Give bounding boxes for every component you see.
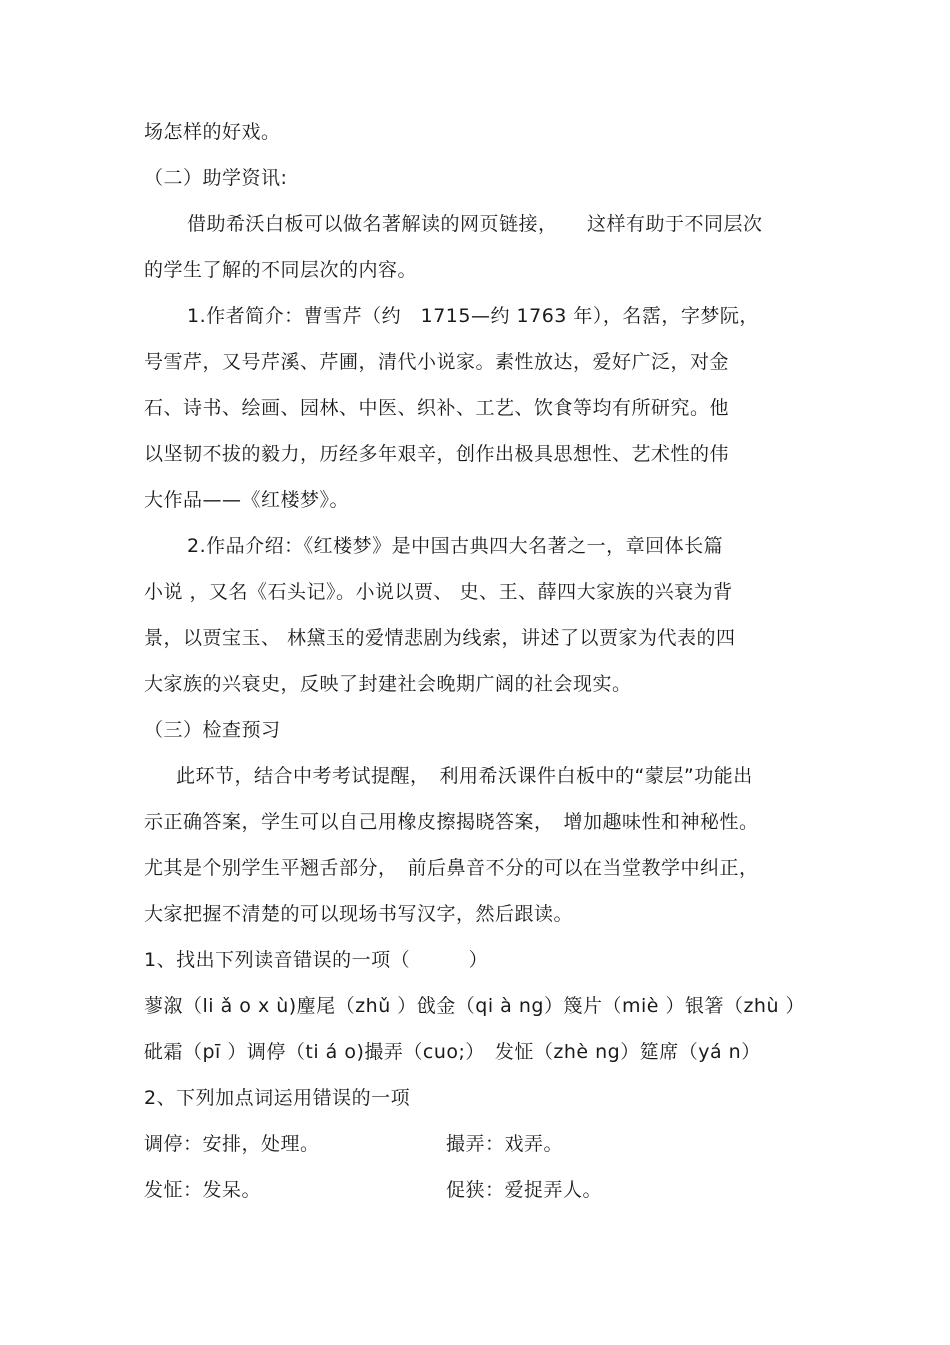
pinyin-line: 砒霜（pī ）调停（ti á o)撮弄（cuo;） 发怔（zhè ng）筵席（yá n） xyxy=(144,1041,761,1063)
text-line: 景，以贾宝玉、 林黛玉的爱情悲剧为线索，讲述了以贾家为代表的四 xyxy=(144,627,736,649)
pinyin-line: 蓼溆（li ǎ o x ù)麈尾（zhǔ ）戗金（qi à ng）篾片（miè ）银箸（zhù ） xyxy=(144,995,806,1017)
text-line: 借助希沃白板可以做名著解读的网页链接， 这样有助于不同层次 xyxy=(187,213,763,235)
option-right: 促狭：爱捉弄人。 xyxy=(446,1179,603,1201)
option-right: 撮弄：戏弄。 xyxy=(446,1133,564,1155)
text-line: 2.作品介绍：《红楼梦》是中国古典四大名著之一，章回体长篇 xyxy=(187,535,724,557)
text-line: 1.作者简介：曹雪芹（约 1715—约 1763 年），名霑，字梦阮， xyxy=(187,305,759,327)
text-line: 号雪芹，又号芹溪、芹圃，清代小说家。素性放达，爱好广泛，对金 xyxy=(144,351,730,373)
text-line: 小说 ，又名《石头记》。小说以贾、 史、王、薛四大家族的兴衰为背 xyxy=(144,581,733,603)
option-left: 调停：安排，处理。 xyxy=(144,1133,320,1155)
text-line: 尤其是个别学生平翘舌部分， 前后鼻音不分的可以在当堂教学中纠正， xyxy=(144,857,759,879)
section-heading: （三）检查预习 xyxy=(144,719,281,741)
text-line: 大家把握不清楚的可以现场书写汉字，然后跟读。 xyxy=(144,903,574,925)
text-line: 示正确答案，学生可以自己用橡皮擦揭晓答案， 增加趣味性和神秘性。 xyxy=(144,811,759,833)
section-heading: （二）助学资讯: xyxy=(144,167,288,189)
text-line: 此环节，结合中考考试提醒， 利用希沃课件白板中的“蒙层”功能出 xyxy=(176,765,753,787)
option-left: 发怔：发呆。 xyxy=(144,1179,262,1201)
text-line: 场怎样的好戏。 xyxy=(144,121,281,143)
text-line: 大作品——《红楼梦》。 xyxy=(144,489,350,511)
text-line: 的学生了解的不同层次的内容。 xyxy=(144,259,418,281)
question-1: 1、找出下列读音错误的一项（ ） xyxy=(144,949,489,971)
text-line: 大家族的兴衰史，反映了封建社会晚期广阔的社会现实。 xyxy=(144,673,632,695)
text-line: 以坚韧不拔的毅力，历经多年艰辛，创作出极具思想性、艺术性的伟 xyxy=(144,443,730,465)
question-2: 2、下列加点词运用错误的一项 xyxy=(144,1087,411,1109)
text-line: 石、诗书、绘画、园林、中医、织补、工艺、饮食等均有所研究。他 xyxy=(144,397,730,419)
